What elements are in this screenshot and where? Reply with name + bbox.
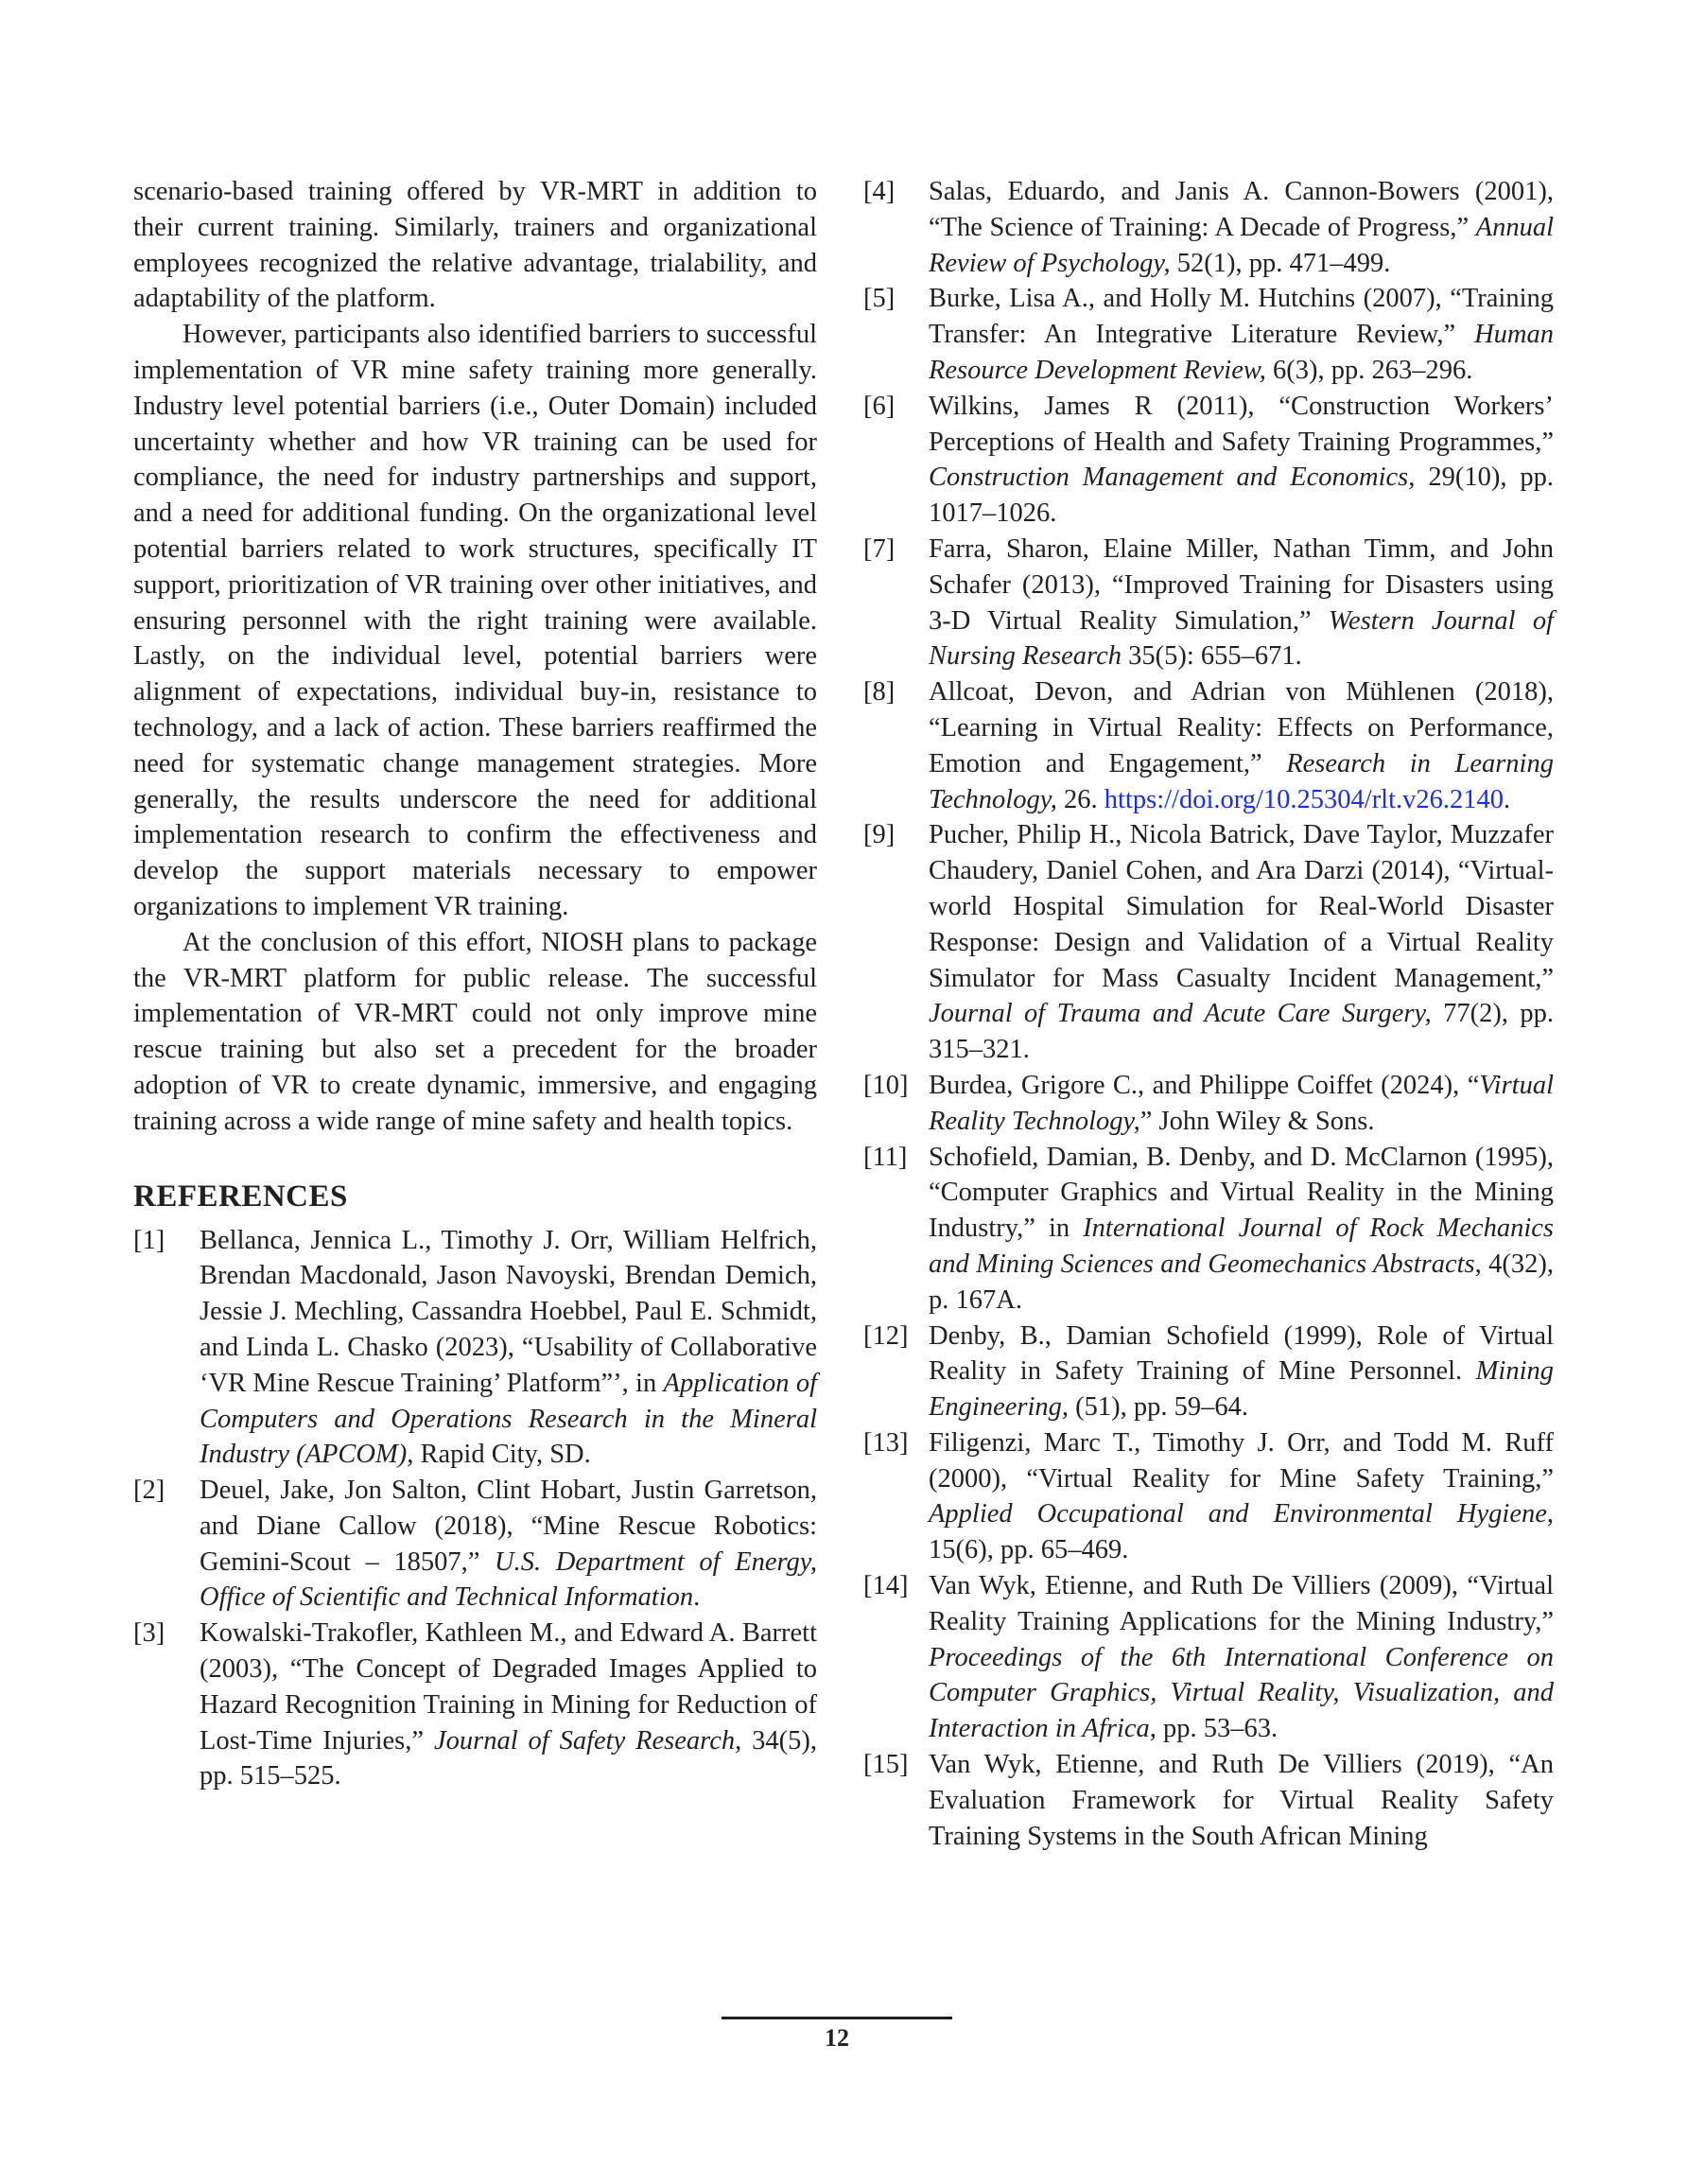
reference-source: Human Resource Development Review, bbox=[929, 320, 1554, 385]
reference-source: Journal of Trauma and Acute Care Surgery, bbox=[929, 999, 1432, 1029]
reference-list-left bbox=[133, 1223, 817, 1795]
reference-item bbox=[863, 174, 1554, 281]
reference-number: [2] bbox=[133, 1476, 165, 1506]
body-paragraph: scenario-based training offered by VR-MRT in addition to their current training. Similarly, trainers and organizational employees recognized the relative advantage, trialability, and adaptability of the platform. bbox=[133, 177, 817, 314]
reference-details: , 15(6), pp. 65–469. bbox=[929, 1499, 1554, 1565]
reference-text: Burke, Lisa A., and Holly M. Hutchins (2007), “Training Transfer: An Integrative Literature Review,” bbox=[929, 284, 1554, 350]
reference-item bbox=[863, 532, 1554, 674]
reference-item bbox=[863, 1068, 1554, 1140]
reference-text: Kowalski-Trakofler, Kathleen M., and Edward A. Barrett (2003), “The Concept of Degraded Images Applied to Hazard Recognition Training in Mining for Reduction of Lost-Time Injuries,” bbox=[200, 1618, 817, 1756]
references-heading: REFERENCES bbox=[133, 1179, 348, 1214]
reference-details: 6(3), pp. 263–296. bbox=[1265, 355, 1473, 385]
reference-number: [11] bbox=[863, 1142, 908, 1172]
reference-details: ” John Wiley & Sons. bbox=[1139, 1106, 1375, 1136]
reference-source: Mining Engineering, bbox=[929, 1356, 1554, 1423]
reference-text: Schofield, Damian, B. Denby, and D. McClarnon (1995), “Computer Graphics and Virtual Reality in the Mining Industry,” in bbox=[929, 1142, 1554, 1244]
reference-text: Salas, Eduardo, and Janis A. Cannon-Bowers (2001), “The Science of Training: A Decade of Progress,” bbox=[929, 177, 1554, 242]
reference-text: Filigenzi, Marc T., Timothy J. Orr, and Todd M. Ruff (2000), “Virtual Reality for Mine Safety Training,” bbox=[929, 1427, 1554, 1494]
reference-details: , 4(32), p. 167A. bbox=[929, 1249, 1554, 1315]
reference-number: [4] bbox=[863, 177, 896, 206]
reference-text: Allcoat, Devon, and Adrian von Mühlenen (2018), “Learning in Virtual Reality: Effects on Performance, Emotion and Engagement,” bbox=[929, 677, 1554, 778]
reference-number: [8] bbox=[863, 677, 896, 708]
reference-text: Farra, Sharon, Elaine Miller, Nathan Timm, and John Schafer (2013), “Improved Training for Disasters using 3-D Virtual Reality Simulation,” bbox=[929, 533, 1554, 636]
reference-details: 77(2), pp. 315–321. bbox=[929, 999, 1555, 1065]
reference-number: [12] bbox=[863, 1320, 909, 1351]
reference-number: [15] bbox=[863, 1750, 909, 1780]
reference-details: . bbox=[1504, 784, 1511, 814]
reference-item bbox=[863, 817, 1554, 1068]
reference-details: 29(10), pp. 1017–1026. bbox=[929, 463, 1555, 529]
reference-item bbox=[133, 1473, 817, 1616]
reference-source: Applied Occupational and Environmental Hygiene bbox=[929, 1499, 1547, 1529]
reference-number: [9] bbox=[863, 820, 896, 850]
reference-item bbox=[863, 1425, 1554, 1568]
page-number: 12 bbox=[825, 2024, 849, 2052]
reference-details: . bbox=[693, 1582, 701, 1613]
reference-item bbox=[863, 281, 1554, 388]
reference-item bbox=[863, 1319, 1554, 1425]
doi-link[interactable]: https://doi.org/10.25304/rlt.v26.2140 bbox=[1104, 784, 1504, 814]
reference-number: [10] bbox=[863, 1070, 909, 1100]
reference-text: Van Wyk, Etienne, and Ruth De Villiers (2019), “An Evaluation Framework for Virtual Reality Safety Training Systems in the South African Mining bbox=[929, 1750, 1554, 1851]
reference-source: Annual Review of Psychology, bbox=[929, 212, 1554, 278]
reference-text: Van Wyk, Etienne, and Ruth De Villiers (2009), “Virtual Reality Training Applications for the Mining Industry,” bbox=[929, 1571, 1554, 1636]
reference-item bbox=[863, 1140, 1554, 1319]
reference-details: 34(5), pp. 515–525. bbox=[200, 1725, 817, 1791]
reference-text: Bellanca, Jennica L., Timothy J. Orr, William Helfrich, Brendan Macdonald, Jason Navoyski, Brendan Demich, Jessie J. Mechling, Cassandra Hoebbel, Paul E. Schmidt, and Linda L. Chasko (2023), “Usability of Collaborative ‘VR Mine Rescue Training’ Platform”’, in bbox=[200, 1225, 817, 1398]
reference-text: Burdea, Grigore C., and Philippe Coiffet (2024), “ bbox=[929, 1070, 1480, 1100]
left-column bbox=[133, 174, 817, 1794]
reference-details: , pp. 53–63. bbox=[1149, 1714, 1278, 1744]
reference-details: , Rapid City, SD. bbox=[407, 1440, 591, 1470]
reference-number: [13] bbox=[863, 1427, 909, 1458]
reference-number: [7] bbox=[863, 533, 896, 564]
reference-text: Denby, B., Damian Schofield (1999), Role of Virtual Reality in Safety Training of Mine Personnel. bbox=[929, 1320, 1554, 1387]
reference-details: 35(5): 655–671. bbox=[1121, 641, 1302, 672]
reference-source: Western Journal of Nursing Research bbox=[929, 605, 1554, 672]
reference-source: U.S. Department of Energy, Office of Scientific and Technical Information bbox=[200, 1546, 818, 1613]
body-paragraph: At the conclusion of this effort, NIOSH plans to package the VR-MRT platform for public release. The successful implementation of VR-MRT could not only improve mine rescue training but also set a precedent for the broader adoption of VR to create dynamic, immersive, and engaging training across a wide range of mine safety and health topics. bbox=[133, 927, 817, 1136]
reference-text: Deuel, Jake, Jon Salton, Clint Hobart, Justin Garretson, and Diane Callow (2018), “Mine Rescue Robotics: Gemini-Scout – 18507,” bbox=[200, 1476, 817, 1577]
reference-number: [1] bbox=[133, 1225, 165, 1255]
right-column bbox=[863, 174, 1554, 1854]
reference-text: Wilkins, James R (2011), “Construction Workers’ Perceptions of Health and Safety Training Programmes,” bbox=[929, 391, 1554, 457]
reference-source: International Journal of Rock Mechanics and Mining Sciences and Geomechanics Abstracts bbox=[929, 1214, 1554, 1279]
reference-item bbox=[133, 1616, 817, 1794]
reference-number: [14] bbox=[863, 1571, 909, 1601]
reference-item bbox=[863, 389, 1554, 532]
reference-number: [5] bbox=[863, 284, 896, 314]
footer-rule bbox=[722, 2017, 952, 2019]
reference-source: Journal of Safety Research, bbox=[433, 1725, 742, 1756]
reference-item bbox=[863, 674, 1554, 817]
reference-item bbox=[863, 1747, 1554, 1854]
reference-list-right bbox=[863, 174, 1554, 1854]
reference-source: Proceedings of the 6th International Conference on Computer Graphics, Virtual Reality, Visualization, and Interaction in Africa bbox=[929, 1642, 1554, 1744]
reference-item bbox=[133, 1223, 817, 1474]
reference-details: (51), pp. 59–64. bbox=[1069, 1392, 1248, 1423]
body-paragraph: However, participants also identified barriers to successful implementation of VR mine safety training more generally. Industry level potential barriers (i.e., Outer Domain) included uncertainty whether and how VR training can be used for compliance, the need for industry partnerships and support, and a need for additional funding. On the organizational level potential barriers related to work structures, specifically IT support, prioritization of VR training over other initiatives, and ensuring personnel with the right training were available. Lastly, on the individual level, potential barriers were alignment of expectations, individual buy-in, resistance to technology, and a lack of action. These barriers reaffirmed the need for systematic change management strategies. More generally, the results underscore the need for additional implementation research to confirm the effectiveness and develop the support materials necessary to empower organizations to implement VR training. bbox=[133, 320, 817, 921]
reference-item bbox=[863, 1568, 1554, 1747]
reference-text: Pucher, Philip H., Nicola Batrick, Dave Taylor, Muzzafer Chaudery, Daniel Cohen, and Ara Darzi (2014), “Virtual-world Hospital Simulation for Real-World Disaster Response: Design and Validation of a Virtual Reality Simulator for Mass Casualty Incident Management,” bbox=[929, 820, 1554, 993]
reference-source: Construction Management and Economics, bbox=[929, 463, 1416, 493]
reference-details: 52(1), pp. 471–499. bbox=[1170, 248, 1391, 278]
reference-source: Virtual Reality Technology, bbox=[929, 1070, 1554, 1136]
reference-number: [6] bbox=[863, 391, 896, 421]
reference-details: 26. bbox=[1056, 784, 1104, 814]
reference-source: Application of Computers and Operations Research in the Mineral Industry (APCOM) bbox=[200, 1368, 817, 1470]
reference-source: Research in Learning Technology, bbox=[929, 748, 1554, 814]
reference-number: [3] bbox=[133, 1618, 165, 1649]
